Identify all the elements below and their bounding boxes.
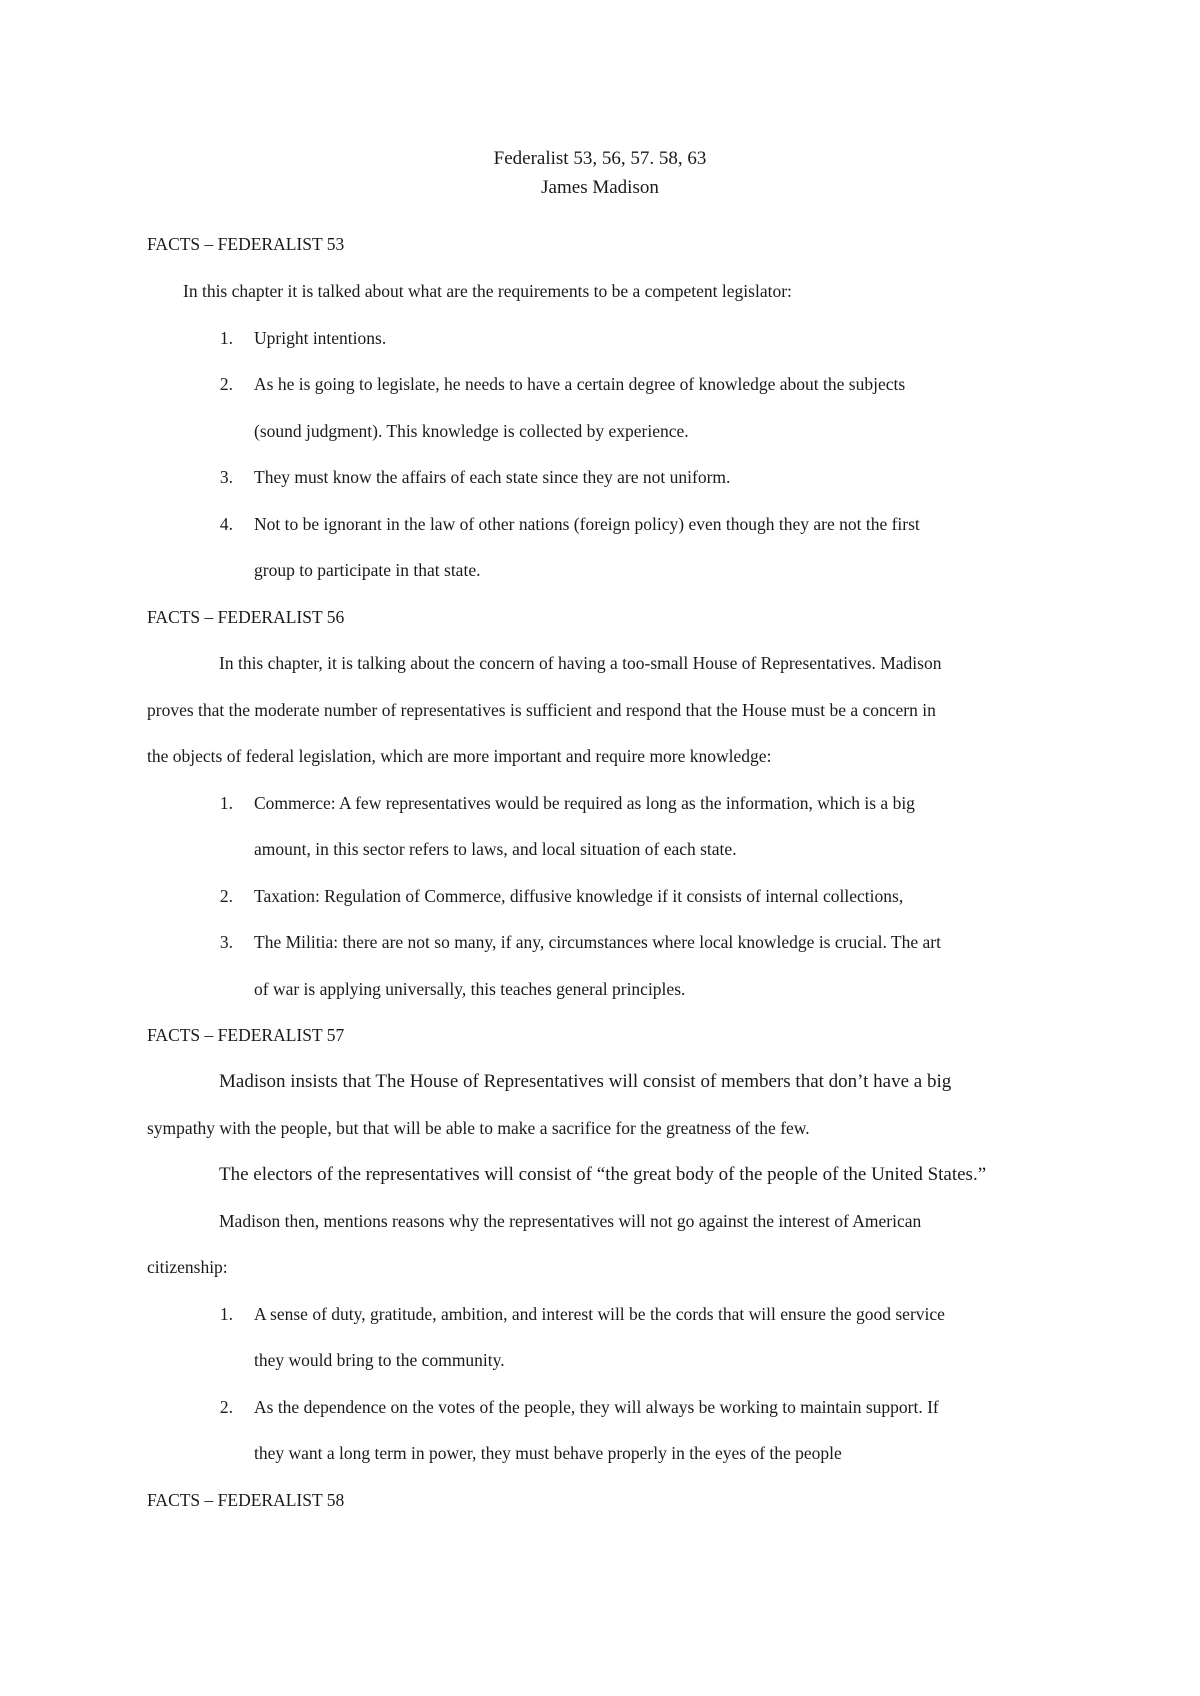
list-number: 1.	[219, 1304, 233, 1324]
list-item-text: amount, in this sector refers to laws, and local situation of each state.	[254, 839, 737, 859]
list-item-text: Taxation: Regulation of Commerce, diffusive knowledge if it consists of internal collections,	[254, 886, 904, 906]
list-number: 2.	[219, 886, 233, 906]
list-number: 4.	[219, 514, 233, 534]
list-item-text: As he is going to legislate, he needs to have a certain degree of knowledge about the subjects	[254, 374, 906, 394]
paragraph-line: sympathy with the people, but that will be able to make a sacrifice for the greatness of the few.	[147, 1118, 810, 1138]
list-number: 3.	[219, 467, 233, 487]
section-heading-53: FACTS – FEDERALIST 53	[147, 234, 345, 254]
list-number: 2.	[219, 1397, 233, 1417]
paragraph-line: The electors of the representatives will consist of “the great body of the people of the United States.”	[219, 1164, 987, 1185]
list-item-text: they would bring to the community.	[254, 1350, 505, 1370]
list-item-text: The Militia: there are not so many, if any, circumstances where local knowledge is crucial. The art	[254, 932, 941, 952]
list-item-text: Not to be ignorant in the law of other nations (foreign policy) even though they are not the first	[254, 514, 920, 534]
paragraph-line: In this chapter, it is talking about the concern of having a too-small House of Representatives. Madison	[219, 653, 942, 673]
list-item-text: of war is applying universally, this teaches general principles.	[254, 979, 686, 999]
paragraph-line: proves that the moderate number of representatives is sufficient and respond that the House must be a concern in	[147, 700, 936, 720]
section-53-intro: In this chapter it is talked about what are the requirements to be a competent legislator:	[183, 281, 792, 301]
list-item-text: group to participate in that state.	[254, 560, 481, 580]
paragraph-line: Madison insists that The House of Representatives will consist of members that don’t have a big	[219, 1071, 952, 1092]
list-item-text: Upright intentions.	[254, 328, 387, 348]
list-item-text: As the dependence on the votes of the people, they will always be working to maintain support. If	[254, 1397, 939, 1417]
list-item-text: (sound judgment). This knowledge is collected by experience.	[254, 421, 689, 441]
list-number: 1.	[219, 793, 233, 813]
paragraph-line: Madison then, mentions reasons why the representatives will not go against the interest of American	[219, 1211, 922, 1231]
section-heading-56: FACTS – FEDERALIST 56	[147, 607, 345, 627]
list-item-text: they want a long term in power, they must behave properly in the eyes of the people	[254, 1443, 842, 1463]
list-number: 1.	[219, 328, 233, 348]
section-heading-57: FACTS – FEDERALIST 57	[147, 1025, 345, 1045]
list-number: 2.	[219, 374, 233, 394]
list-item-text: A sense of duty, gratitude, ambition, and interest will be the cords that will ensure the good service	[254, 1304, 945, 1324]
paragraph-line: the objects of federal legislation, which are more important and require more knowledge:	[147, 746, 772, 766]
document-author: James Madison	[541, 177, 659, 198]
list-number: 3.	[219, 932, 233, 952]
document-title: Federalist 53, 56, 57. 58, 63	[493, 148, 707, 169]
list-item-text: Commerce: A few representatives would be required as long as the information, which is a big	[254, 793, 915, 813]
section-heading-58: FACTS – FEDERALIST 58	[147, 1490, 345, 1510]
list-item-text: They must know the affairs of each state since they are not uniform.	[254, 467, 731, 487]
paragraph-line: citizenship:	[147, 1257, 228, 1277]
